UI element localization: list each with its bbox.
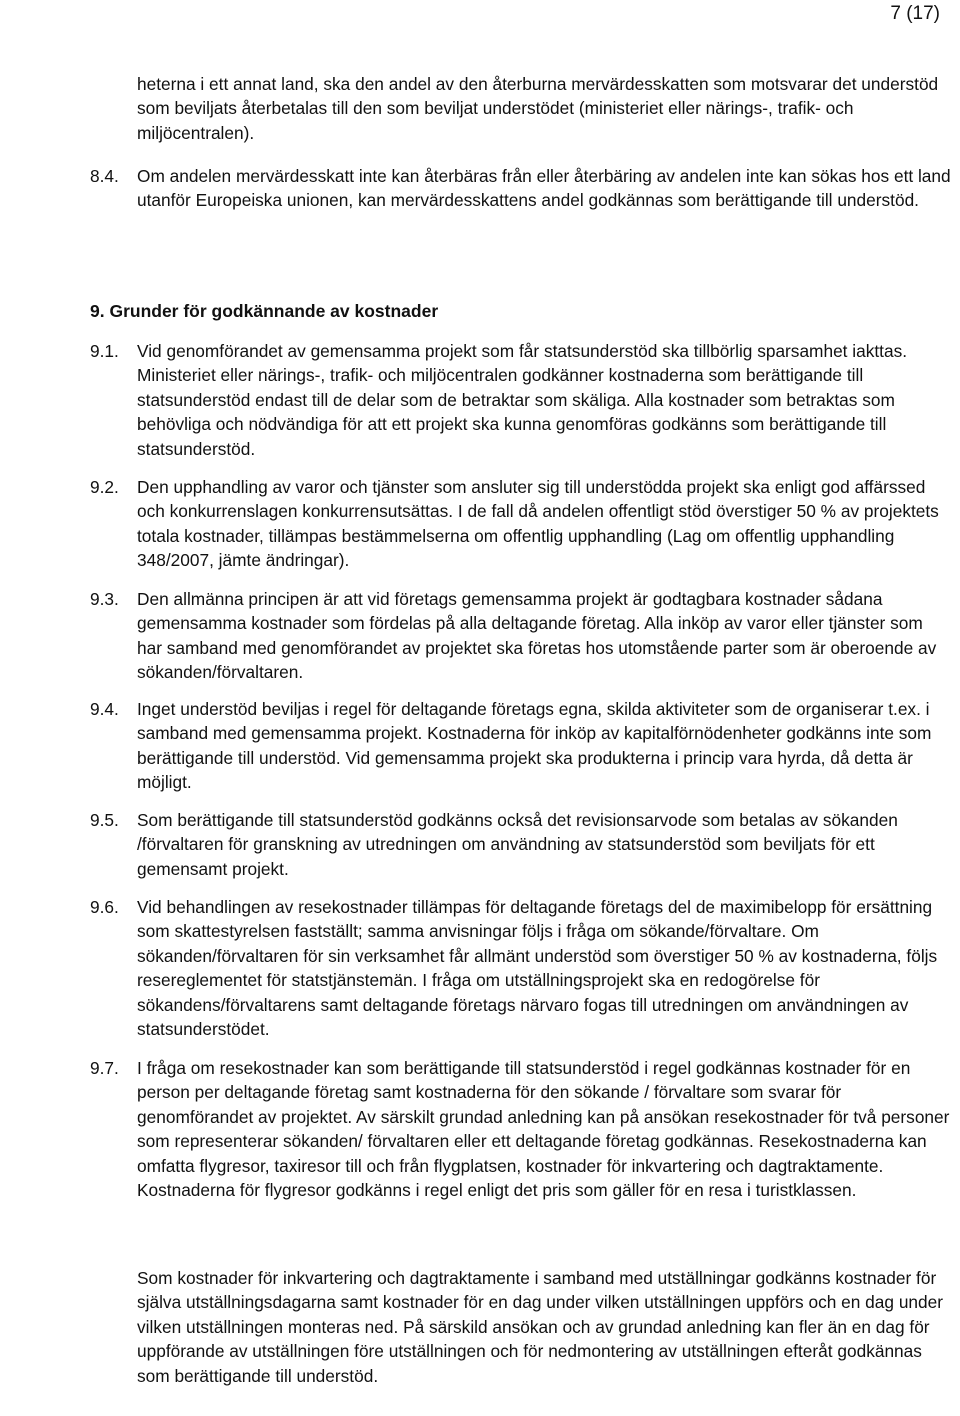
item-8-4 <box>90 164 952 213</box>
continuation-paragraph: heterna i ett annat land, ska den andel av den återburna mervärdesskatten som motsvarar det understöd som beviljats återbetalas till den som beviljat understödet (ministeriet eller närings-, trafik- och miljöcentralen). <box>137 74 939 143</box>
item-number: 9.7. <box>90 1058 119 1078</box>
item-number: 9.6. <box>90 897 119 917</box>
item-number: 9.5. <box>90 810 119 830</box>
item-9-6 <box>90 895 952 1041</box>
page-number: 7 (17) <box>890 3 940 24</box>
item-text: I fråga om resekostnader kan som berättigande till statsunderstöd i regel godkännas kostnader för en person per deltagande företag samt kostnaderna för den sökande / förvaltare som svarar för genomförandet av projektet. Av särskilt grundad anledning kan på ansökan resekostnader för två personer som representerar sökanden/ förvaltaren eller ett deltagande företag godkännas. Resekostnaderna kan omfatta flygresor, taxiresor till och från flygplatsen, kostnader för inkvartering och dagtraktamente. Kostnaderna för flygresor godkänns i regel enligt det pris som gäller för en resa i turistklassen. <box>137 1058 950 1201</box>
item-9-7 <box>90 1056 952 1202</box>
item-9-3 <box>90 587 952 685</box>
item-text: Vid genomförandet av gemensamma projekt som får statsunderstöd ska tillbörlig sparsamhet iakttas. Ministeriet eller närings-, trafik- och miljöcentralen godkänner kostnaderna som berättigande till statsunderstöd endast till de delar som de betraktar som skäliga. Alla kostnader som betraktas som behövliga och nödvändiga för att ett projekt ska kunna genomföras godkänns som berättigande till statsunderstöd. <box>137 341 908 459</box>
item-number: 9.2. <box>90 477 119 497</box>
item-number: 9.1. <box>90 341 119 361</box>
item-number: 8.4. <box>90 166 119 186</box>
item-9-1 <box>90 339 952 461</box>
item-text: Vid behandlingen av resekostnader tillämpas för deltagande företags del de maximibelopp för ersättning som skattestyrelsen fastställt; samma anvisningar följs i fråga om sökande/förvaltare. Om sökanden/förvaltaren för sin verksamhet får allmänt understöd som överstiger 50 % av kostnaderna, följs resereglementet för statstjänstemän. I fråga om utställningsprojekt ska en redogörelse för sökandens/förvaltarens samt deltagande företags närvaro fogas till utredningen om användningen av statsunderstödet. <box>137 897 938 1040</box>
item-text: Om andelen mervärdesskatt inte kan återbäras från eller återbäring av andelen inte kan sökas hos ett land utanför Europeiska unionen, kan mervärdesskattens andel godkännas som berättigande till understöd. <box>137 166 951 211</box>
item-9-2 <box>90 475 952 573</box>
item-9-4 <box>90 697 952 795</box>
item-number: 9.3. <box>90 589 119 609</box>
item-text: Inget understöd beviljas i regel för deltagande företags egna, skilda aktiviteter som de organiserar t.ex. i samband med gemensamma projekt. Kostnaderna för inköp av kapitalförnödenheter godkänns inte som berättigande till understöd. Vid gemensamma projekt ska produkterna i princip vara hyrda, då detta är möjligt. <box>137 699 932 793</box>
item-text: Som berättigande till statsunderstöd godkänns också det revisionsarvode som betalas av sökanden /förvaltaren för granskning av utredningen om användning av statsunderstöd som beviljats för ett gemensamt projekt. <box>137 810 898 879</box>
section-heading: 9. Grunder för godkännande av kostnader <box>90 301 439 321</box>
item-text: Den upphandling av varor och tjänster som ansluter sig till understödda projekt ska enligt god affärssed och konkurrenslagen konkurrensutsättas. I de fall då andelen offentligt stöd överstiger 50 % av projektets totala kostnader, tillämpas bestämmelserna om offentlig upphandling (Lag om offentlig upphandling 348/2007, jämte ändringar). <box>137 477 939 571</box>
item-text: Den allmänna principen är att vid företags gemensamma projekt är godtagbara kostnader sådana gemensamma kostnader som fördelas på alla deltagande företag. Alla inköp av varor eller tjänster som har samband med genomförandet av projektet ska företas hos utomstående parter som är oberoende av sökanden/förvaltaren. <box>137 589 937 683</box>
item-9-5 <box>90 808 952 881</box>
item-number: 9.4. <box>90 699 119 719</box>
closing-paragraph: Som kostnader för inkvartering och dagtraktamente i samband med utställningar godkänns kostnader för själva utställningsdagarna samt kostnader för en dag under vilken utställningen uppförs och en dag under vilken utställningen monteras ned. På särskild ansökan och av grundad anledning kan fler än en dag för uppförande av utställningen före utställningen och för nedmontering av utställningen efteråt godkännas som berättigande till understöd. <box>137 1268 944 1386</box>
